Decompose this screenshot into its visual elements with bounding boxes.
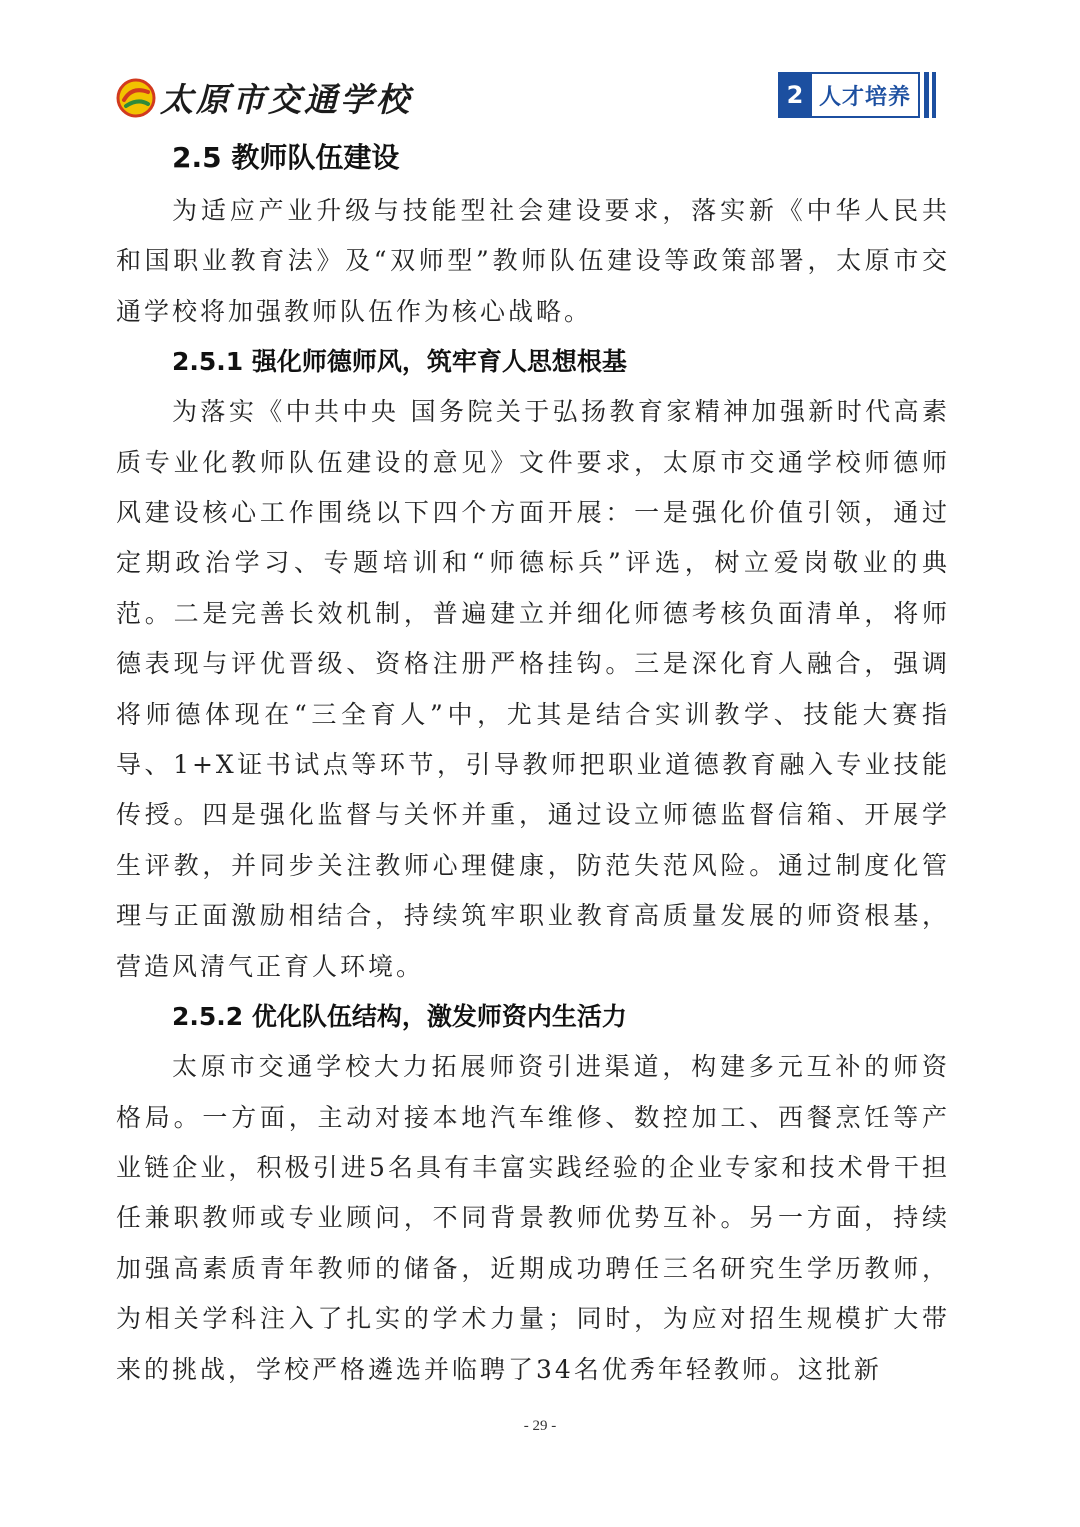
section-intro-paragraph: 为适应产业升级与技能型社会建设要求，落实新《中华人民共和国职业教育法》及“双师型”教师队伍建设等政策部署，太原市交通学校将加强教师队伍作为核心战略。 [116,196,950,326]
page-header [0,0,1080,130]
subsection-title: 2.5.1 强化师德师风，筑牢育人思想根基 [172,347,627,377]
school-logo-icon [116,78,156,118]
page-content [116,130,950,1395]
tag-bar-decoration [924,72,929,118]
section-label: 人才培养 [812,72,920,118]
section-tag [778,72,936,118]
subsection-paragraph: 为落实《中共中央 国务院关于弘扬教育家精神加强新时代高素质专业化教师队伍建设的意见》文件要求，太原市交通学校师德师风建设核心工作围绕以下四个方面开展：一是强化价值引领，通过定期政治学习、专题培训和“师德标兵”评选，树立爱岗敬业的典范。二是完善长效机制，普遍建立并细化师德考核负面清单，将师德表现与评优晋级、资格注册严格挂钩。三是深化育人融合，强调将师德体现在“三全育人”中，尤其是结合实训教学、技能大赛指导、1+X证书试点等环节，引导教师把职业道德教育融入专业技能传授。四是强化监督与关怀并重，通过设立师德监督信箱、开展学生评教，并同步关注教师心理健康，防范失范风险。通过制度化管理与正面激励相结合，持续筑牢职业教育高质量发展的师资根基，营造风清气正育人环境。 [116,397,950,981]
subsection-paragraph: 太原市交通学校大力拓展师资引进渠道，构建多元互补的师资格局。一方面，主动对接本地汽车维修、数控加工、西餐烹饪等产业链企业，积极引进5名具有丰富实践经验的企业专家和技术骨干担任兼职教师或专业顾问，不同背景教师优势互补。另一方面，持续加强高素质青年教师的储备，近期成功聘任三名研究生学历教师，为相关学科注入了扎实的学术力量；同时，为应对招生规模扩大带来的挑战，学校严格遴选并临聘了34名优秀年轻教师。这批新 [116,1052,950,1384]
section-title: 2.5 教师队伍建设 [172,141,400,174]
subsection-title: 2.5.2 优化队伍结构，激发师资内生活力 [172,1002,627,1032]
page-number: - 29 - [523,1418,557,1434]
school-name: 太原市交通学校 [160,80,412,119]
tag-bar-decoration [932,72,936,118]
section-number: 2 [778,72,812,118]
